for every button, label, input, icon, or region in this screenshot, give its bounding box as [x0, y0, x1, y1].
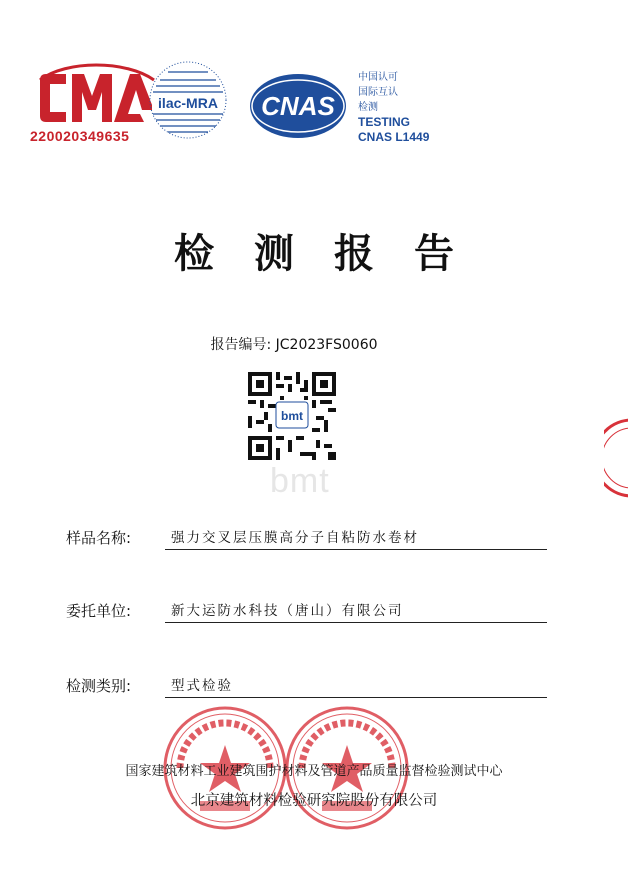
sample-name-label: 样品名称:	[66, 529, 132, 547]
report-number: 报告编号: JC2023FS0060	[210, 337, 378, 353]
cnas-accreditation-text	[358, 70, 429, 145]
cma-logo	[38, 65, 154, 122]
cnas-line-3: 检测	[358, 102, 378, 113]
ilac-mra-text: ilac-MRA	[158, 95, 218, 111]
cnas-line-5: CNAS L1449	[358, 130, 430, 144]
client-value: 新大运防水科技（唐山）有限公司	[165, 599, 547, 623]
sample-name-value: 强力交叉层压膜高分子自粘防水卷材	[165, 526, 547, 550]
qr-code	[248, 372, 336, 460]
bmt-watermark: bmt	[270, 462, 330, 500]
test-type-value: 型式检验	[165, 674, 547, 698]
qr-bmt-logo: bmt	[281, 409, 303, 423]
cnas-text: CNAS	[261, 91, 335, 121]
ilac-mra-logo	[150, 62, 226, 138]
issuer-line-1: 国家建筑材料工业建筑围护材料及管道产品质量监督检验测试中心	[125, 764, 503, 779]
client-label: 委托单位:	[66, 602, 132, 620]
test-type-label: 检测类别:	[66, 677, 132, 695]
ma-number: 220020349635	[30, 128, 130, 144]
cnas-line-4: TESTING	[358, 115, 411, 129]
cnas-line-1: 中国认可	[358, 72, 398, 83]
report-title: 检测报告	[174, 230, 494, 277]
cnas-line-2: 国际互认	[358, 87, 398, 98]
cnas-logo	[250, 74, 346, 138]
issuer-line-2: 北京建筑材料检验研究院股份有限公司	[190, 793, 438, 809]
side-seal-partial	[604, 418, 628, 498]
